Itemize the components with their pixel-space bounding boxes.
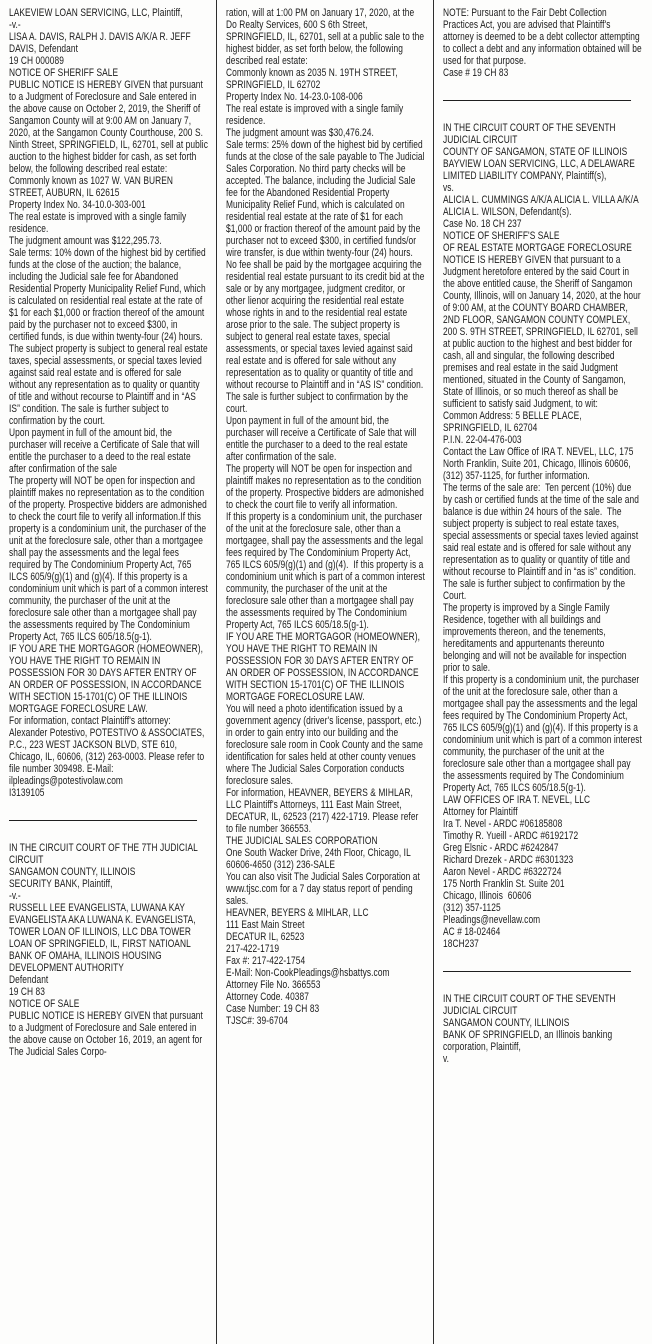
- notice-paragraph: The judgment amount was $122,295.73.: [9, 235, 162, 247]
- notice-paragraph: Sale terms: 10% down of the highest bid by certified funds at the close of the auction; the balance, including the Judicial sale fee for Abandoned Residential Property Municipality Relief Fund, which is calculated on residential real estate at the rate of $1 for each $1,000 or fraction thereof of the amount paid by the purchaser not to exceed $300, in certified funds, is due within twenty-four (24) hours. The subject property is subject to general real estate taxes, special assessments, or special taxes levied against said real estate and is offered for sale without any representation as to quality or quantity of title and without recourse to Plaintiff and in “AS IS” condition. The sale is further subject to confirmation by the court.: [9, 247, 211, 427]
- column-2-text: [226, 7, 428, 1027]
- notice-paragraph: Richard Drezek - ARDC #6301323: [443, 854, 574, 866]
- notice-paragraph: ration, will at 1:00 PM on January 17, 2020, at the Do Realty Services, 600 S 6th Street, SPRINGFIELD, IL, 62701, sell at a public sale to the highest bidder, as set forth below, the following described real estate:: [226, 7, 427, 67]
- notice-paragraph: NOTE: Pursuant to the Fair Debt Collection Practices Act, you are advised that Plaintiff's attorney is deemed to be a debt collector attempting to collect a debt and any information obtained will be used for that purpose.: [443, 7, 645, 67]
- notice-paragraph: The judgment amount was $30,476.24.: [226, 127, 374, 139]
- notice-paragraph: IF YOU ARE THE MORTGAGOR (HOMEOWNER), YOU HAVE THE RIGHT TO REMAIN IN POSSESSION FOR 30 DAYS AFTER ENTRY OF AN ORDER OF POSSESSION, IN ACCORDANCE WITH SECTION 15-1701(C) OF THE ILLINOIS MORTGAGE FORECLOSURE LAW.: [226, 631, 423, 703]
- notice-paragraph: Case # 19 CH 83: [443, 67, 509, 79]
- column-2: [217, 0, 434, 1344]
- notice-paragraph: IN THE CIRCUIT COURT OF THE SEVENTH JUDICIAL CIRCUIT: [443, 993, 619, 1017]
- notice-paragraph: If this property is a condominium unit, the purchaser of the unit at the foreclosure sale, other than a mortgagee, shall pay the assessments and the legal fees required by The Condominium Property Act, 765 ILCS 605/9(g)(1) and (g)(4). If this property is a condominium unit which is part of a common interest community, the purchaser of the unit at the foreclosure sale other than a mortgagee shall pay the assessments required by The Condominium Property Act, 765 ILCS 605/18.5(g-1).: [226, 511, 428, 631]
- section-divider: [443, 100, 631, 101]
- notice-paragraph: vs.: [443, 182, 454, 194]
- notice-paragraph: The real estate is improved with a single family residence.: [226, 103, 406, 127]
- notice-paragraph: Case No. 18 CH 237: [443, 218, 522, 230]
- notice-paragraph: (312) 357-1125: [443, 902, 501, 914]
- notice-paragraph: P.I.N. 22-04-476-003: [443, 434, 522, 446]
- notice-paragraph: If this property is a condominium unit, the purchaser of the unit at the foreclosure sale, other than a mortgagee shall pay the assessments and the legal fees required by The Condominium Property Act, 765 ILCS 605/9(g)(1) and (g)(4). If this property is a condominium unit which is part of a common interest community, the purchaser of the unit at the foreclosure sale other than a mortgagee shall pay the assessments required by The Condominium Property Act, 765 ILCS 605/18.5(g-1).: [443, 674, 645, 794]
- notice-paragraph: SECURITY BANK, Plaintiff,: [9, 878, 113, 890]
- notice-paragraph: NOTICE IS HEREBY GIVEN that pursuant to a Judgment heretofore entered by the said Court in the above entitled cause, the Sheriff of Sangamon County, Illinois, will on January 14, 2020, at the hour of 9:00 AM, at the COUNTY BOARD CHAMBER, 2ND FLOOR, SANGAMON COUNTY COMPLEX, 200 S. 9TH STREET, SPRINGFIELD, IL 62701, sell at public auction to the highest and best bidder for cash, all and singular, the following described premises and real estate in the said Judgment mentioned, situated in the County of Sangamon, State of Illinois, or so much thereof as shall be sufficient to satisfy said Judgment, to wit:: [443, 254, 644, 410]
- notice-paragraph: Property Index No. 34-10.0-303-001: [9, 199, 146, 211]
- notice-paragraph: 175 North Franklin St. Suite 201: [443, 878, 565, 890]
- notice-paragraph: OF REAL ESTATE MORTGAGE FORECLOSURE: [443, 242, 632, 254]
- notice-paragraph: Ira T. Nevel - ARDC #06185808: [443, 818, 563, 830]
- notice-paragraph: ALICIA L. CUMMINGS A/K/A ALICIA L. VILLA A/K/A ALICIA L. WILSON, Defendant(s).: [443, 194, 641, 218]
- notice-paragraph: Attorney Code. 40387: [226, 991, 310, 1003]
- notice-paragraph: 111 East Main Street: [226, 919, 305, 931]
- notice-paragraph: Commonly known as 2035 N. 19TH STREET, SPRINGFIELD, IL 62702: [226, 67, 401, 91]
- notice-paragraph: SANGAMON COUNTY, ILLINOIS: [443, 1017, 570, 1029]
- notice-paragraph: LISA A. DAVIS, RALPH J. DAVIS A/K/A R. JEFF DAVIS, Defendant: [9, 31, 194, 55]
- column-1: [0, 0, 217, 1344]
- notice-paragraph: Case Number: 19 CH 83: [226, 1003, 320, 1015]
- notice-paragraph: Fax #: 217-422-1754: [226, 955, 306, 967]
- notice-paragraph: IN THE CIRCUIT COURT OF THE 7TH JUDICIAL CIRCUIT: [9, 842, 200, 866]
- notice-paragraph: SANGAMON COUNTY, ILLINOIS: [9, 866, 136, 878]
- notice-paragraph: AC # 18-02464: [443, 926, 501, 938]
- notice-paragraph: Chicago, Illinois 60606: [443, 890, 532, 902]
- section-divider: [9, 820, 197, 821]
- notice-paragraph: The property will NOT be open for inspection and plaintiff makes no representation as to the condition of the property. Prospective bidders are admonished to check the court file to verify all information.If this property is a condominium unit, the purchaser of the unit at the foreclosure sale, other than a mortgagee shall pay the assessments and the legal fees required by The Condominium Property Act, 765 ILCS 605/9(g)(1) and (g)(4). If this property is a condominium unit which is part of a common interest community, the purchaser of the unit at the foreclosure sale other than a mortgagee shall pay the assessments required by The Condominium Property Act, 765 ILCS 605/18.5(g-1).: [9, 475, 211, 643]
- notice-paragraph: Attorney File No. 366553: [226, 979, 321, 991]
- notice-paragraph: PUBLIC NOTICE IS HEREBY GIVEN that pursuant to a Judgment of Foreclosure and Sale entered in the above cause on October 2, 2019, the Sheriff of Sangamon County will at 9:00 AM on January 7, 2020, at the Sangamon County Courthouse, 200 S. Ninth Street, SPRINGFIELD, IL, 62701, sell at public auction to the highest bidder for cash, as set forth below, the following described real estate:: [9, 79, 211, 175]
- notice-paragraph: 19 CH 83: [9, 986, 45, 998]
- notice-paragraph: Contact the Law Office of IRA T. NEVEL, LLC, 175 North Franklin, Suite 201, Chicago, Illinois 60606, (312) 357-1125, for further information.: [443, 446, 636, 482]
- notice-paragraph: -v.-: [9, 890, 21, 902]
- notice-paragraph: LAW OFFICES OF IRA T. NEVEL, LLC: [443, 794, 591, 806]
- notice-paragraph: TJSC#: 39-6704: [226, 1015, 289, 1027]
- notice-paragraph: DECATUR IL, 62523: [226, 931, 305, 943]
- notice-paragraph: The terms of the sale are: Ten percent (10%) due by cash or certified funds at the time of the sale and balance is due within 24 hours of the sale. The subject property is subject to real estate taxes, special assessments or special taxes levied against said real estate and is offered for sale without any representation as to quality or quantity of title and without recourse to Plaintiff and in “as is” condition. The sale is further subject to confirmation by the Court.: [443, 482, 642, 602]
- notice-paragraph: Common Address: 5 BELLE PLACE, SPRINGFIELD, IL 62704: [443, 410, 585, 434]
- legal-notice-block: [9, 7, 211, 799]
- notice-paragraph: LAKEVIEW LOAN SERVICING, LLC, Plaintiff,: [9, 7, 183, 19]
- notice-paragraph: NOTICE OF SALE: [9, 998, 80, 1010]
- notice-paragraph: You can also visit The Judicial Sales Corporation at www.tjsc.com for a 7 day status report of pending sales.: [226, 871, 423, 907]
- legal-notice-block: [443, 7, 645, 79]
- notice-paragraph: IF YOU ARE THE MORTGAGOR (HOMEOWNER), YOU HAVE THE RIGHT TO REMAIN IN POSSESSION FOR 30 DAYS AFTER ENTRY OF AN ORDER OF POSSESSION, IN ACCORDANCE WITH SECTION 15-1701(C) OF THE ILLINOIS MORTGAGE FORECLOSURE LAW.: [9, 643, 206, 715]
- notice-paragraph: Upon payment in full of the amount bid, the purchaser will receive a Certificate of Sale that will entitle the purchaser to a deed to the real estate after confirmation of the sale: [9, 427, 202, 475]
- notice-paragraph: Upon payment in full of the amount bid, the purchaser will receive a Certificate of Sale that will entitle the purchaser to a deed to the real estate after confirmation of the sale.: [226, 415, 419, 463]
- legal-notice-block: [226, 7, 428, 1027]
- notice-paragraph: Aaron Nevel - ARDC #6322724: [443, 866, 562, 878]
- section-divider: [443, 971, 631, 972]
- notice-paragraph: E-Mail: Non-CookPleadings@hsbattys.com: [226, 967, 390, 979]
- legal-notice-block: [443, 122, 645, 950]
- notice-paragraph: 217-422-1719: [226, 943, 280, 955]
- notice-paragraph: The property is improved by a Single Family Residence, together with all buildings and improvements thereon, and the tenements, hereditaments and appurtenants thereunto belonging and will not be available for inspection prior to sale.: [443, 602, 629, 674]
- column-3: [434, 0, 652, 1344]
- legal-notice-block: [443, 993, 642, 1065]
- notice-paragraph: NOTICE OF SHERIFF SALE: [9, 67, 119, 79]
- column-3-text: [443, 7, 645, 1065]
- notice-paragraph: -v.-: [9, 19, 21, 31]
- notice-paragraph: Sale terms: 25% down of the highest bid by certified funds at the close of the sale payable to The Judicial Sales Corporation. No third party checks will be accepted. The balance, including the Judicial Sale fee for the Abandoned Residential Property Municipality Relief Fund, which is calculated on residential real estate at the rate of $1 for each $1,000 or fraction thereof of the amount paid by the purchaser not to exceed $300, in certified funds/or wire transfer, is due within twenty-four (24) hours. No fee shall be paid by the mortgagee acquiring the residential real estate pursuant to its credit bid at the sale or by any mortgagee, judgment creditor, or other lienor acquiring the residential real estate whose rights in and to the residential real estate arose prior to the sale. The subject property is subject to general real estate taxes, special assessments, or special taxes levied against said real estate and is offered for sale without any representation as to quality or quantity of title and without recourse to Plaintiff and in “AS IS” condition. The sale is further subject to confirmation by the court.: [226, 139, 427, 415]
- notice-paragraph: Defendant: [9, 974, 49, 986]
- notice-paragraph: Attorney for Plaintiff: [443, 806, 518, 818]
- notice-paragraph: One South Wacker Drive, 24th Floor, Chicago, IL 60606-4650 (312) 236-SALE: [226, 847, 413, 871]
- notice-paragraph: Timothy R. Yueill - ARDC #6192172: [443, 830, 579, 842]
- notice-paragraph: BANK OF SPRINGFIELD, an Illinois banking corporation, Plaintiff,: [443, 1029, 615, 1053]
- notice-paragraph: HEAVNER, BEYERS & MIHLAR, LLC: [226, 907, 369, 919]
- column-1-text: [9, 7, 211, 1058]
- notice-paragraph: You will need a photo identification issued by a government agency (driver's license, passport, etc.) in order to gain entry into our building and the foreclosure sale room in Cook County and the same identification for sales held at other county venues where The Judicial Sales Corporation conducts foreclosure sales.: [226, 703, 426, 787]
- notice-paragraph: NOTICE OF SHERIFF'S SALE: [443, 230, 560, 242]
- notice-paragraph: 18CH237: [443, 938, 479, 950]
- legal-notice-block: [9, 842, 208, 1058]
- notice-paragraph: Pleadings@nevellaw.com: [443, 914, 541, 926]
- notice-paragraph: Greg Elsnic - ARDC #6242847: [443, 842, 559, 854]
- notice-paragraph: I3139105: [9, 787, 45, 799]
- notice-paragraph: THE JUDICIAL SALES CORPORATION: [226, 835, 378, 847]
- notice-paragraph: For information, contact Plaintiff's attorney: Alexander Potestivo, POTESTIVO & ASSOCIATES, P.C., 223 WEST JACKSON BLVD, STE 610, Chicago, IL, 60606, (312) 263-0003. Please refer to file number 309498. E-Mail: ilpleadings@potestivolaw.com: [9, 715, 207, 787]
- notice-paragraph: For information, HEAVNER, BEYERS & MIHLAR, LLC Plaintiff's Attorneys, 111 East Main Street, DECATUR, IL, 62523 (217) 422-1719. Please refer to file number 366553.: [226, 787, 421, 835]
- notice-paragraph: Commonly known as 1027 W. VAN BUREN STREET, AUBURN, IL 62615: [9, 175, 176, 199]
- notice-paragraph: The real estate is improved with a single family residence.: [9, 211, 189, 235]
- notice-paragraph: PUBLIC NOTICE IS HEREBY GIVEN that pursuant to a Judgment of Foreclosure and Sale entered in the above cause on October 16, 2019, an agent for The Judicial Sales Corpo-: [9, 1010, 206, 1058]
- notice-paragraph: The property will NOT be open for inspection and plaintiff makes no representation as to the condition of the property. Prospective bidders are admonished to check the court file to verify all information.: [226, 463, 427, 511]
- notice-paragraph: BAYVIEW LOAN SERVICING, LLC, A DELAWARE LIMITED LIABILITY COMPANY, Plaintiff(s),: [443, 158, 638, 182]
- notice-paragraph: RUSSELL LEE EVANGELISTA, LUWANA KAY EVANGELISTA AKA LUWANA K. EVANGELISTA, TOWER LOAN OF ILLINOIS, LLC DBA TOWER LOAN OF SPRINGFIELD, IL, FIRST NATIOANL BANK OF OMAHA, ILLINOIS HOUSING DEVELOPMENT AUTHORITY: [9, 902, 198, 974]
- notice-paragraph: IN THE CIRCUIT COURT OF THE SEVENTH JUDICIAL CIRCUIT: [443, 122, 619, 146]
- notice-paragraph: 19 CH 000089: [9, 55, 64, 67]
- notice-paragraph: COUNTY OF SANGAMON, STATE OF ILLINOIS: [443, 146, 628, 158]
- notice-paragraph: Property Index No. 14-23.0-108-006: [226, 91, 363, 103]
- notice-paragraph: v.: [443, 1053, 450, 1065]
